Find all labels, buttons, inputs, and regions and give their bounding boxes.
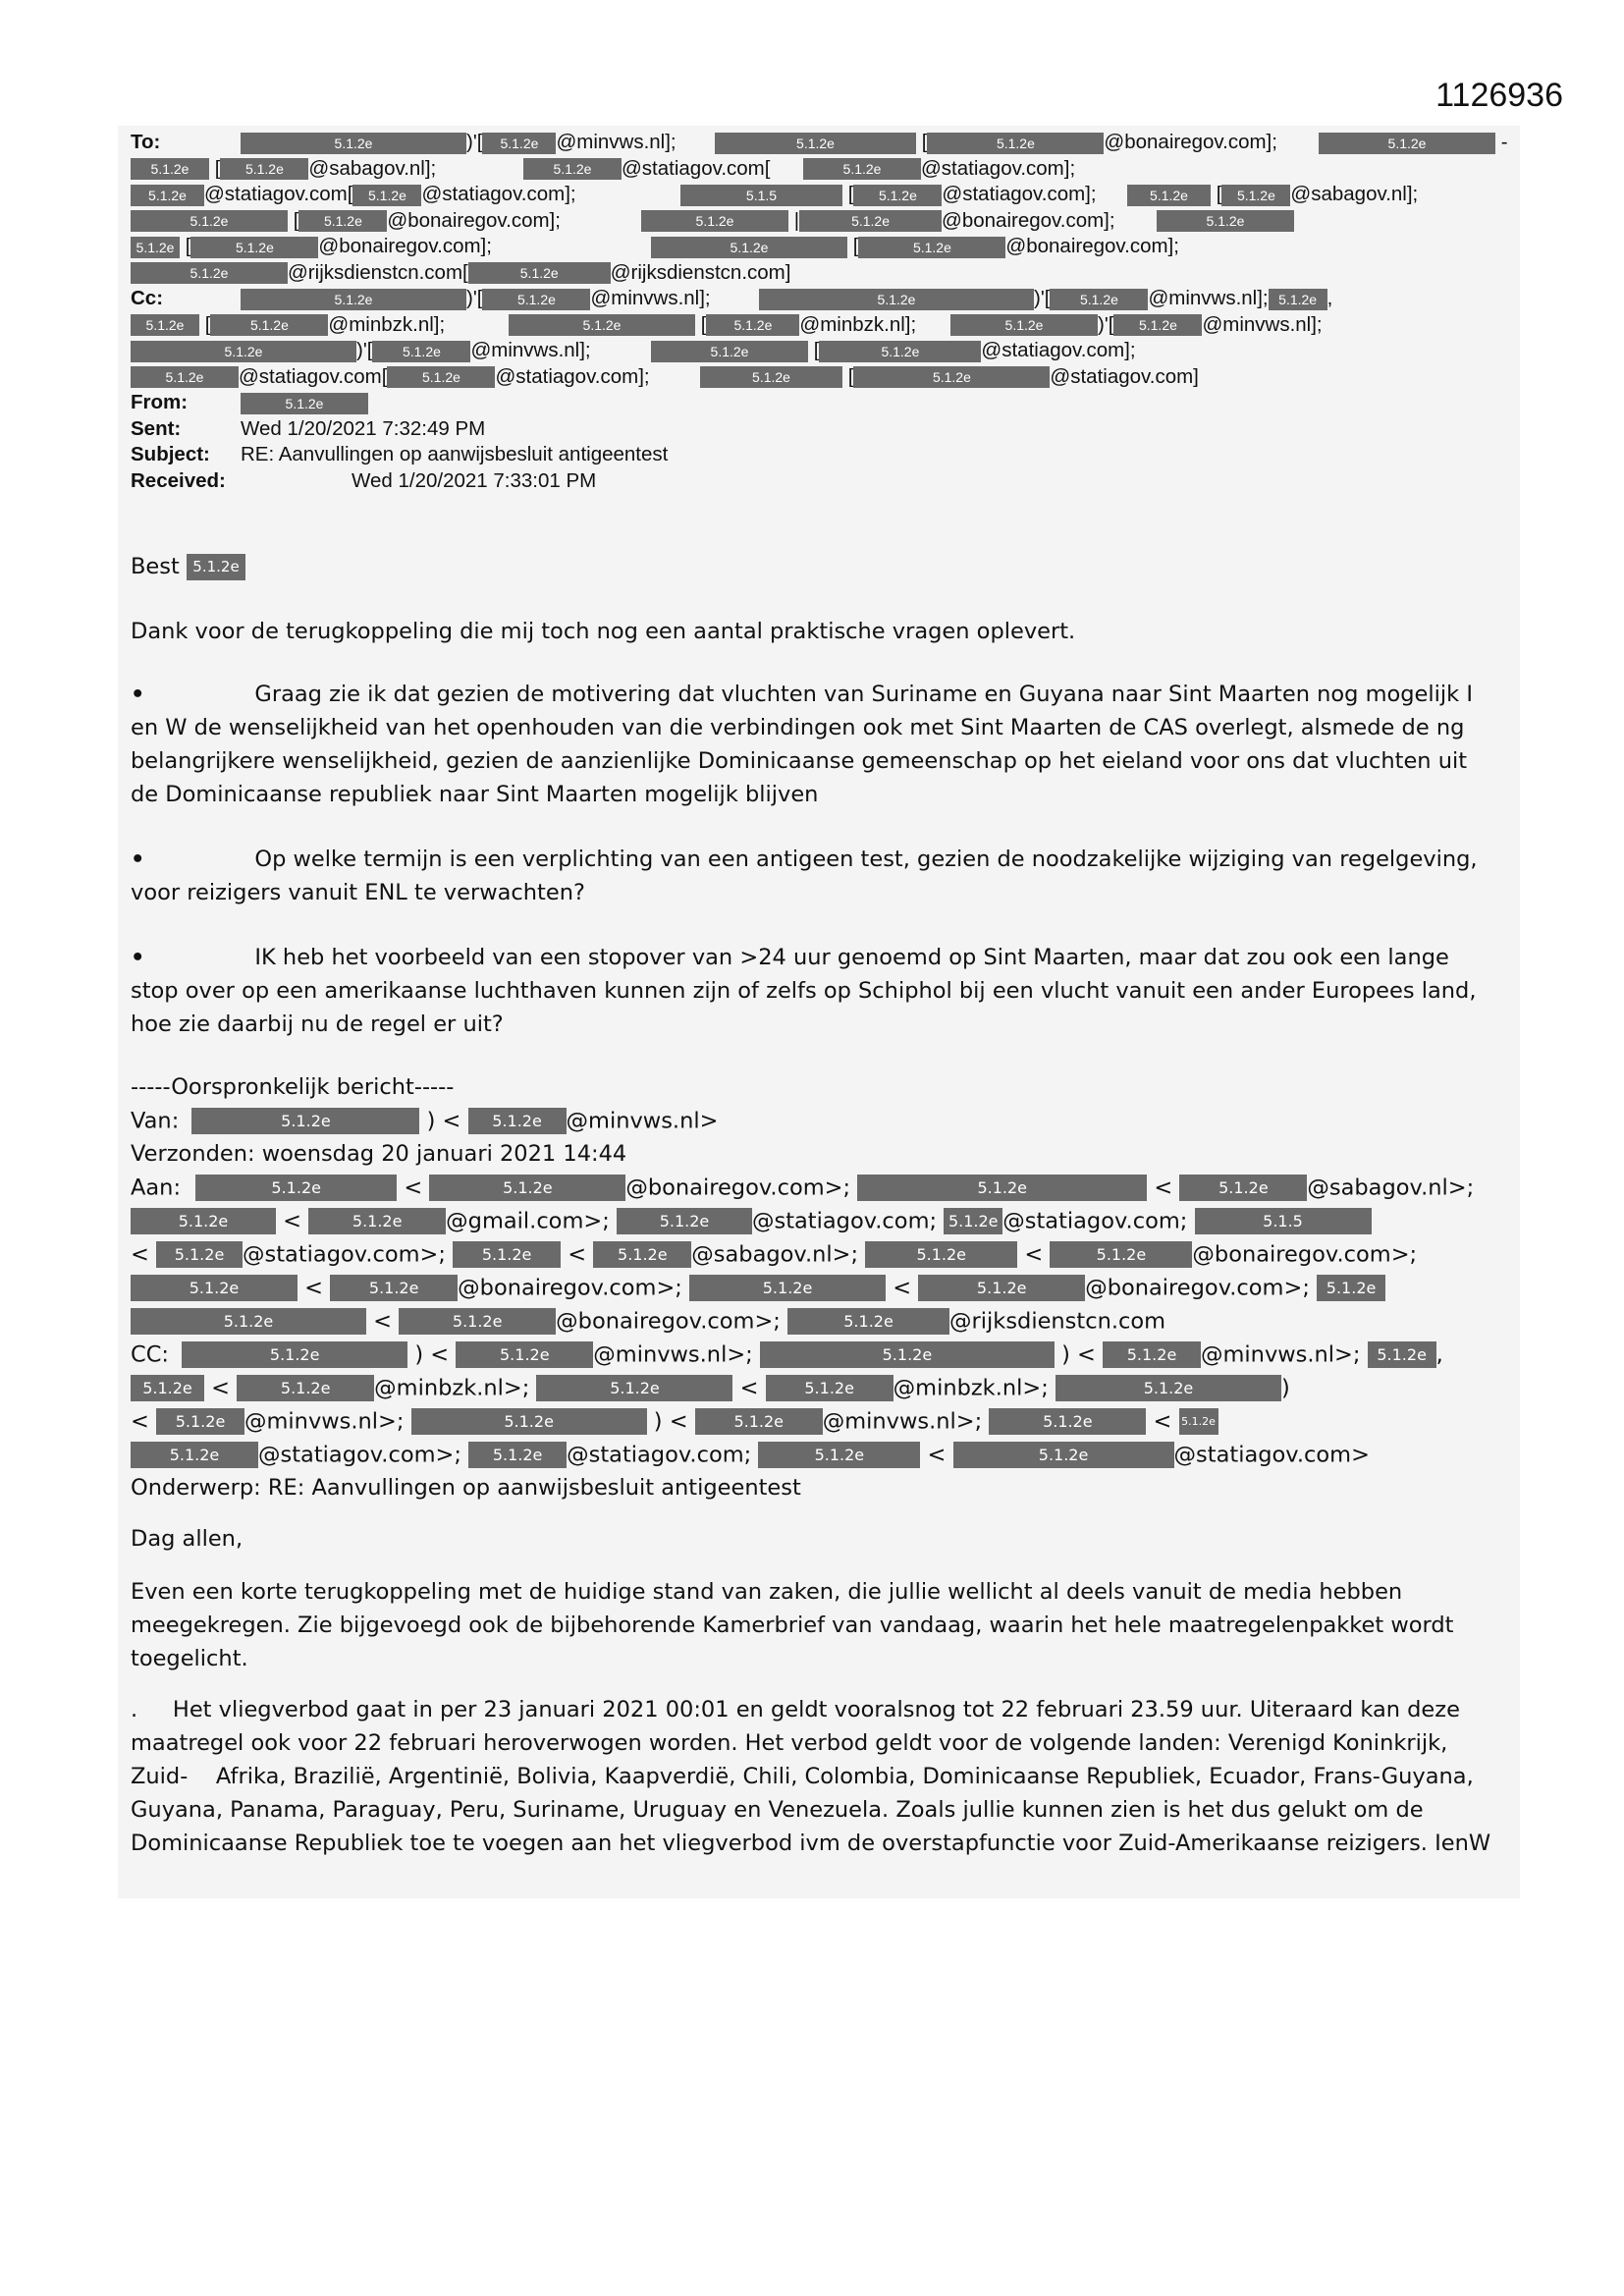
- redaction: 5.1.2e: [1368, 1341, 1436, 1368]
- email-domain: @bonairegov.com>;: [625, 1175, 851, 1201]
- email-domain: @minbzk.nl];: [328, 312, 446, 336]
- redaction: 5.1.2e: [131, 237, 180, 258]
- redaction: 5.1.2e: [131, 314, 199, 336]
- email-domain: @rijksdienstcn.com: [949, 1308, 1166, 1335]
- redaction: 5.1.2e: [156, 1408, 244, 1435]
- header-to-line: 5.1.2e [ 5.1.2e @bonairegov.com]; 5.1.2e | 5.1.2e @bonairegov.com]; 5.1.2e: [131, 208, 1515, 235]
- email-domain: @bonairegov.com>;: [1085, 1275, 1310, 1301]
- redaction: 5.1.2e: [131, 1375, 204, 1401]
- redaction: 5.1.2e: [1317, 1275, 1385, 1301]
- redaction: 5.1.2e: [190, 237, 318, 258]
- redaction: 5.1.2e: [700, 366, 842, 388]
- email-domain: @statiagov.com;: [1002, 1208, 1188, 1234]
- bullet-text: Graag zie ik dat gezien de motivering dat vluchten van Suriname en Guyana naar Sint Maarten nog mogelijk I en W de wenselijkheid van het openhouden van die verbindingen ook met Sint Maarten de CAS overlegt, alsmede de ng belangrijkere wenselijkheid, gezien de aanzienlijke Dominicaanse gemeenschap op het eieland voor ons dat vluchten uit de Dominicaanse republiek naar Sint Maarten mogelijk blijven: [131, 682, 1473, 807]
- redaction: 5.1.2e: [1050, 1241, 1192, 1268]
- redaction: 5.1.2e: [330, 1275, 458, 1301]
- subject-label: Subject:: [131, 443, 210, 465]
- redaction: 5.1.2e: [1127, 185, 1211, 206]
- original-paragraph: . Het vliegverbod gaat in per 23 januari 2021 00:01 en geldt vooralsnog tot 22 februari 23.59 uur. Uiteraard kan deze maatregel ook voor 22 februari heroverwogen worden. Het verbod geldt voor de volgende landen: Verenigd Koninkrijk, Zuid- Afrika, Brazilië, Argentinië, Bolivia, Kaapverdië, Chili, Colombia, Dominicaanse Republiek, Ecuador, Frans-Guyana, Guyana, Panama, Paraguay, Peru, Suriname, Uruguay en Venezuela. Zoals jullie kunnen zien is het dus gelukt om de Dominicaanse Republiek toe te voegen aan het vliegverbod ivm de overstapfunctie voor Zuid-Amerikaanse reizigers. IenW: [131, 1697, 1491, 1856]
- original-cc-line: 5.1.2e @statiagov.com>; 5.1.2e @statiagov.com; 5.1.2e < 5.1.2e @statiagov.com>: [131, 1438, 1505, 1471]
- email-domain: @statiagov.com];: [421, 183, 576, 205]
- redaction: 5.1.2e: [853, 185, 942, 206]
- original-message: [131, 1070, 1505, 1860]
- email-domain: @bonairegov.com];: [1005, 235, 1179, 257]
- redaction: 5.1.2e: [989, 1408, 1146, 1435]
- email-domain: @gmail.com>;: [446, 1208, 610, 1234]
- redaction: 5.1.2e: [241, 393, 368, 414]
- header-cc-line: Cc: 5.1.2e )'[ 5.1.2e @minvws.nl]; 5.1.2e )'[ 5.1.2e @minvws.nl]; 5.1.2e ,: [131, 286, 1515, 312]
- email-domain: @minvws.nl>;: [1201, 1341, 1361, 1368]
- redaction: 5.1.2e: [131, 185, 204, 206]
- redaction: 5.1.2e: [1319, 133, 1495, 154]
- redaction: 5.1.2e: [1269, 289, 1327, 310]
- original-cc-line: 5.1.2e < 5.1.2e @minbzk.nl>; 5.1.2e < 5.1.2e @minbzk.nl>; 5.1.2e ): [131, 1371, 1505, 1404]
- cc-label: CC:: [131, 1341, 170, 1368]
- email-domain: @statiagov.com;: [567, 1442, 752, 1468]
- header-to-line: [131, 260, 1515, 287]
- email-domain: @minvws.nl>: [566, 1108, 719, 1134]
- original-greeting: Dag allen,: [131, 1526, 244, 1552]
- redaction: 5.1.2e: [689, 1275, 886, 1301]
- redaction: 5.1.2e: [593, 1241, 691, 1268]
- email-domain: @statiagov.com[: [622, 156, 771, 180]
- redaction: 5.1.2e: [651, 341, 808, 362]
- redaction: 5.1.2e: [468, 262, 611, 284]
- redaction: 5.1.2e: [1179, 1175, 1307, 1201]
- header-received-line: [131, 468, 1515, 495]
- redaction: 5.1.2e: [220, 158, 308, 180]
- email-header: [131, 130, 1515, 494]
- header-to-line: 5.1.2e [ 5.1.2e @sabagov.nl]; 5.1.2e @statiagov.com[ 5.1.2e @statiagov.com];: [131, 156, 1515, 183]
- email-domain: @statiagov.com];: [981, 339, 1136, 361]
- redaction: 5.1.2e: [241, 289, 466, 310]
- redaction: 5.1.2e: [853, 366, 1050, 388]
- email-domain: @statiagov.com[: [239, 364, 388, 388]
- redaction: 5.1.2e: [182, 1341, 407, 1368]
- redaction: 5.1.2e: [210, 314, 328, 336]
- redaction: 5.1.2e: [641, 210, 788, 232]
- redaction: 5.1.2e: [759, 289, 1034, 310]
- redaction: 5.1.2e: [429, 1175, 625, 1201]
- email-domain: @minbzk.nl>;: [893, 1375, 1049, 1401]
- redaction: 5.1.5: [680, 185, 842, 206]
- email-domain: @statiagov.com];: [921, 156, 1076, 180]
- redaction: 5.1.2e: [468, 1442, 567, 1468]
- redaction: 5.1.2e: [944, 1208, 1002, 1234]
- redaction: 5.1.2e: [352, 185, 421, 206]
- original-aan-line: < 5.1.2e @statiagov.com>; 5.1.2e < 5.1.2e @sabagov.nl>; 5.1.2e < 5.1.2e @bonairegov.com>;: [131, 1241, 1418, 1268]
- van-label: Van:: [131, 1108, 180, 1134]
- redaction: 5.1.2e: [131, 1308, 366, 1335]
- reply-greeting: [131, 550, 1500, 583]
- from-label: From:: [131, 391, 189, 413]
- redaction: 5.1.2e: [918, 1275, 1085, 1301]
- reply-bullet: [131, 678, 1500, 811]
- redaction: 5.1.2e: [819, 341, 981, 362]
- redaction: 5.1.2e: [509, 314, 695, 336]
- email-domain: @bonairegov.com];: [1104, 131, 1277, 153]
- redaction: 5.1.2e: [482, 133, 556, 154]
- email-domain: @minvws.nl];: [556, 131, 677, 153]
- redaction: 5.1.2e: [865, 1241, 1017, 1268]
- redaction: 5.1.2e: [617, 1208, 752, 1234]
- original-aan-line: Aan: 5.1.2e < 5.1.2e @bonairegov.com>; 5.1.2e < 5.1.2e @sabagov.nl>;: [131, 1175, 1475, 1201]
- to-label: To:: [131, 131, 161, 153]
- redaction: 5.1.2e: [766, 1375, 893, 1401]
- email-domain: @minvws.nl];: [470, 339, 591, 361]
- email-domain: @statiagov.com>;: [243, 1241, 446, 1268]
- email-domain: @bonairegov.com>;: [458, 1275, 682, 1301]
- email-domain: @sabagov.nl>;: [1307, 1175, 1475, 1201]
- email-domain: @statiagov.com];: [495, 364, 650, 388]
- subject-value: RE: Aanvullingen op aanwijsbesluit antigeentest: [241, 443, 669, 465]
- bullet-text: IK heb het voorbeeld van een stopover van >24 uur genoemd op Sint Maarten, maar dat zou ook een lange stop over op een amerikaanse luchthaven kunnen zijn of zelfs op Schiphol bij een vlucht vanuit een ander Europees land, hoe zie daarbij nu de regel er uit?: [131, 945, 1477, 1037]
- email-domain: @bonairegov.com];: [942, 208, 1115, 232]
- redaction: 5.1.2e: [953, 1442, 1174, 1468]
- sent-value: Wed 1/20/2021 7:32:49 PM: [241, 416, 486, 440]
- redaction: 5.1.2e: [468, 1108, 567, 1134]
- redaction: 5.1.2e: [195, 1175, 397, 1201]
- sent-label: Sent:: [131, 416, 182, 440]
- email-domain: @minvws.nl];: [1148, 287, 1269, 309]
- email-domain: @minbzk.nl];: [799, 312, 917, 336]
- redaction: 5.1.2e: [760, 1341, 1055, 1368]
- header-cc-line: 5.1.2e @statiagov.com[ 5.1.2e @statiagov.com]; 5.1.2e [ 5.1.2e @statiagov.com]: [131, 364, 1515, 391]
- redaction: 5.1.2e: [715, 133, 916, 154]
- redaction: 5.1.2e: [131, 262, 288, 284]
- header-to-line: To: 5.1.2e )'[ 5.1.2e @minvws.nl]; 5.1.2e [ 5.1.2e @bonairegov.com]; 5.1.2e -: [131, 130, 1515, 156]
- redaction: 5.1.2e: [858, 237, 1005, 258]
- redaction: 5.1.2e: [156, 1241, 243, 1268]
- email-domain: @minvws.nl>;: [593, 1341, 753, 1368]
- header-subject-line: [131, 442, 1515, 468]
- header-to-line: 5.1.2e [ 5.1.2e @bonairegov.com]; 5.1.2e [ 5.1.2e @bonairegov.com];: [131, 234, 1515, 260]
- original-verzonden: Verzonden: woensdag 20 januari 2021 14:44: [131, 1141, 627, 1167]
- email-domain: @statiagov.com];: [942, 183, 1097, 205]
- redaction: 5.1.2e: [411, 1408, 647, 1435]
- redaction: 5.1.2e: [191, 1108, 419, 1134]
- redaction: 5.1.2e: [131, 210, 288, 232]
- email-domain: @sabagov.nl];: [1290, 183, 1419, 205]
- reply-intro: Dank voor de terugkoppeling die mij toch nog een aantal praktische vragen oplevert.: [131, 619, 1076, 644]
- email-domain: @bonairegov.com];: [318, 235, 492, 257]
- redaction: 5.1.2e: [241, 133, 466, 154]
- email-domain: @statiagov.com]: [1050, 364, 1199, 388]
- redaction: 5.1.2e: [131, 1208, 276, 1234]
- redaction: 5.1.2e: [131, 158, 209, 180]
- original-subject: Onderwerp: RE: Aanvullingen op aanwijsbesluit antigeentest: [131, 1475, 801, 1501]
- redaction: 5.1.2e: [372, 341, 470, 362]
- redaction: 5.1.2e: [387, 366, 495, 388]
- original-cc-line: < 5.1.2e @minvws.nl>; 5.1.2e ) < 5.1.2e @minvws.nl>; 5.1.2e < 5.1.2e: [131, 1404, 1505, 1438]
- email-domain: @statiagov.com>;: [258, 1442, 461, 1468]
- redaction: 5.1.2e: [523, 158, 622, 180]
- redaction: 5.1.2e: [399, 1308, 556, 1335]
- original-cc-line: CC: 5.1.2e ) < 5.1.2e @minvws.nl>; 5.1.2e ) < 5.1.2e @minvws.nl>; 5.1.2e ,: [131, 1341, 1443, 1368]
- email-domain: @minvws.nl>;: [244, 1408, 405, 1435]
- redaction: 5.1.2e: [803, 158, 921, 180]
- email-domain: @minvws.nl];: [1202, 312, 1323, 336]
- redaction: 5.1.2e: [482, 289, 590, 310]
- email-domain: @bonairegov.com>;: [1192, 1241, 1418, 1268]
- header-from-line: [131, 390, 1515, 416]
- redaction: 5.1.2e: [131, 1442, 258, 1468]
- redaction: 5.1.2e: [758, 1442, 920, 1468]
- reply-bullet: [131, 843, 1500, 909]
- redaction: 5.1.2e: [950, 314, 1098, 336]
- email-domain: @rijksdienstcn.com]: [610, 260, 791, 284]
- email-domain: @sabagov.nl>;: [691, 1241, 859, 1268]
- email-domain: @statiagov.com[: [204, 183, 353, 205]
- redaction: 5.1.2e: [131, 366, 239, 388]
- bullet-text: Op welke termijn is een verplichting van een antigeen test, gezien de noodzakelijke wijziging van regelgeving, voor reizigers vanuit ENL te verwachten?: [131, 847, 1478, 905]
- redaction: 5.1.2e: [695, 1408, 823, 1435]
- original-aan-line: 5.1.2e < 5.1.2e @bonairegov.com>; 5.1.2e < 5.1.2e @bonairegov.com>; 5.1.2e: [131, 1271, 1505, 1304]
- redaction: 5.1.2e: [237, 1375, 374, 1401]
- email-domain: @bonairegov.com>;: [556, 1308, 781, 1335]
- greeting-text: Best: [131, 554, 180, 579]
- email-domain: @minvws.nl];: [590, 287, 711, 309]
- redaction: 5.1.2e: [1103, 1341, 1201, 1368]
- redaction: 5.1.2e: [456, 1341, 593, 1368]
- redaction: 5.1.2e: [131, 341, 356, 362]
- redaction: 5.1.2e: [799, 210, 942, 232]
- bullet-dot: •: [131, 682, 145, 707]
- redaction: 5.1.2e: [1179, 1408, 1218, 1435]
- received-value: Wed 1/20/2021 7:33:01 PM: [352, 468, 597, 492]
- email-domain: @bonairegov.com];: [387, 208, 561, 232]
- redaction: 5.1.2e: [453, 1241, 561, 1268]
- email-domain: @statiagov.com>: [1173, 1442, 1370, 1468]
- redaction: 5.1.2e: [651, 237, 847, 258]
- redaction: 5.1.2e: [927, 133, 1104, 154]
- redaction: 5.1.2e: [1221, 185, 1290, 206]
- received-label: Received:: [131, 468, 226, 492]
- cc-label: Cc:: [131, 287, 164, 309]
- document-number: 1126936: [1435, 77, 1563, 114]
- email-domain: @rijksdienstcn.com[: [288, 260, 468, 284]
- redaction: 5.1.2e: [1157, 210, 1294, 232]
- aan-label: Aan:: [131, 1175, 182, 1201]
- redaction: 5.1.2e: [308, 1208, 446, 1234]
- reply-bullet: [131, 941, 1500, 1041]
- email-domain: @minvws.nl>;: [822, 1408, 983, 1435]
- redaction: 5.1.2e: [1113, 314, 1202, 336]
- original-paragraph: Even een korte terugkoppeling met de huidige stand van zaken, die jullie wellicht al deels vanuit de media hebben meegekregen. Zie bijgevoegd ook de bijbehorende Kamerbrief van vandaag, waarin het hele maatregelenpakket wordt toegelicht.: [131, 1579, 1454, 1671]
- original-aan-line: 5.1.2e < 5.1.2e @bonairegov.com>; 5.1.2e @rijksdienstcn.com: [131, 1304, 1505, 1338]
- original-separator: -----Oorspronkelijk bericht-----: [131, 1074, 455, 1100]
- header-cc-line: 5.1.2e [ 5.1.2e @minbzk.nl]; 5.1.2e [ 5.1.2e @minbzk.nl]; 5.1.2e )'[ 5.1.2e @minvws.nl];: [131, 312, 1515, 339]
- email-domain: @minbzk.nl>;: [374, 1375, 530, 1401]
- redaction: 5.1.2e: [131, 1275, 298, 1301]
- redaction: 5.1.2e: [857, 1175, 1147, 1201]
- header-sent-line: [131, 416, 1515, 443]
- header-to-line: 5.1.2e @statiagov.com[ 5.1.2e @statiagov.com]; 5.1.5 [ 5.1.2e @statiagov.com]; 5.1.2e [ 5.1.2e @sabagov.nl];: [131, 182, 1515, 208]
- redaction: 5.1.2e: [536, 1375, 732, 1401]
- redaction: 5.1.2e: [1056, 1375, 1281, 1401]
- redaction: 5.1.2e: [187, 554, 245, 580]
- email-domain: @statiagov.com;: [751, 1208, 938, 1234]
- bullet-dot: •: [131, 945, 145, 970]
- original-van-line: Van: 5.1.2e ) < 5.1.2e @minvws.nl>: [131, 1108, 719, 1134]
- original-aan-line: 5.1.2e < 5.1.2e @gmail.com>; 5.1.2e @statiagov.com; 5.1.2e @statiagov.com; 5.1.5: [131, 1204, 1505, 1237]
- redaction: 5.1.2e: [298, 210, 387, 232]
- redaction: 5.1.2e: [706, 314, 799, 336]
- redaction: 5.1.2e: [787, 1308, 949, 1335]
- header-cc-line: 5.1.2e )'[ 5.1.2e @minvws.nl]; 5.1.2e [ 5.1.2e @statiagov.com];: [131, 338, 1515, 364]
- bullet-dot: •: [131, 847, 145, 872]
- redaction: 5.1.2e: [1050, 289, 1148, 310]
- redaction: 5.1.5: [1195, 1208, 1372, 1234]
- email-domain: @sabagov.nl];: [308, 156, 437, 180]
